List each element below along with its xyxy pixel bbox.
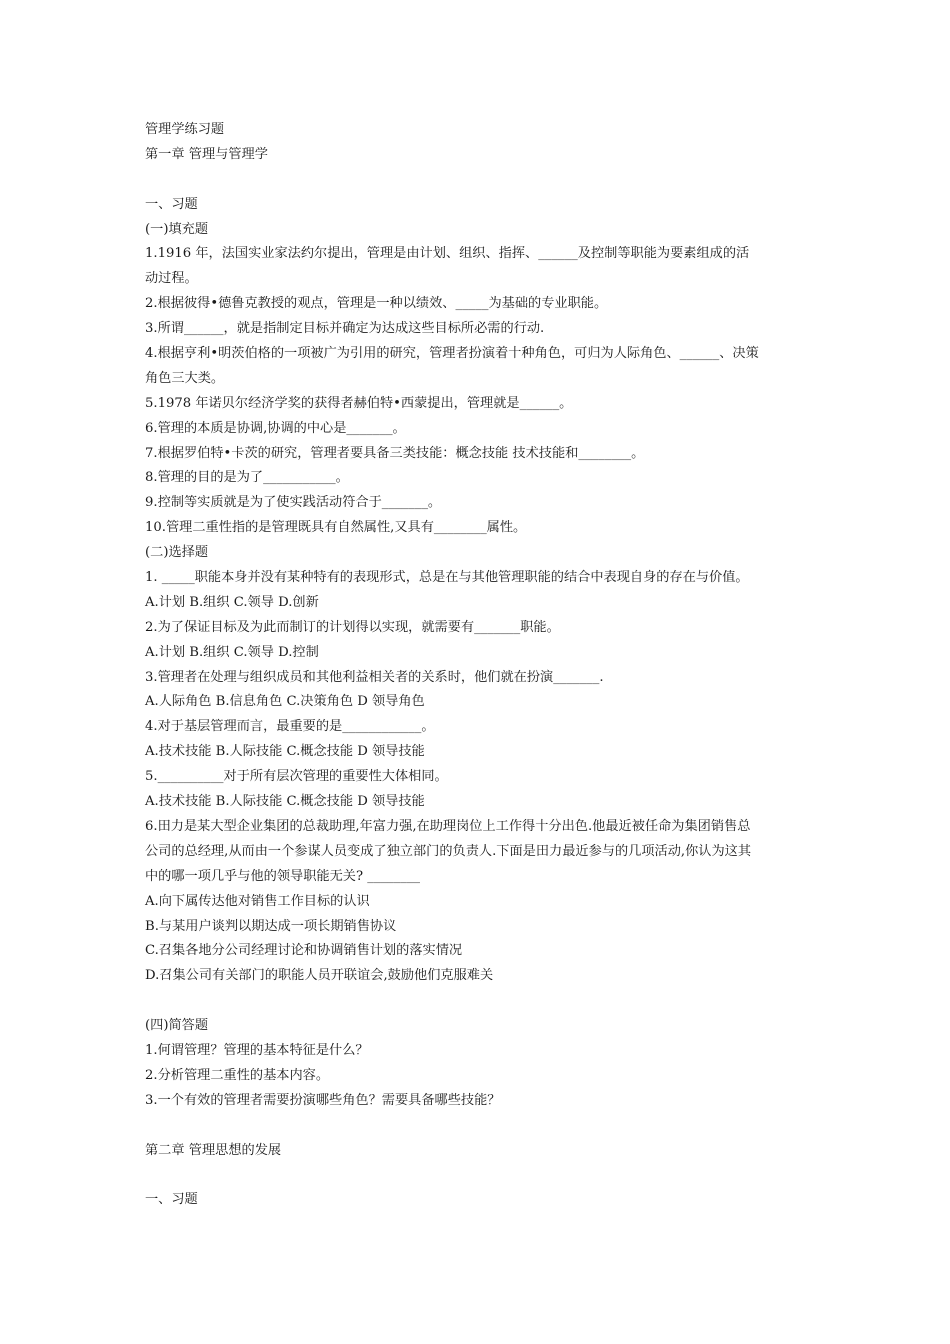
short-answer-heading: (四)简答题 — [145, 1018, 209, 1034]
spacer — [145, 1163, 810, 1188]
choice-question-line: 2.为了保证目标及为此而制订的计划得以实现，就需要有_______职能。 — [145, 619, 560, 635]
choice-options-line: A.人际角色 B.信息角色 C.决策角色 D 领导角色 — [145, 694, 425, 710]
spacer — [145, 1114, 810, 1139]
choice-question-line: 4.对于基层管理而言，最重要的是____________。 — [145, 719, 435, 735]
choice-question-line: 3.管理者在处理与组织成员和其他利益相关者的关系时，他们就在扮演_______. — [145, 669, 604, 685]
spacer — [145, 168, 810, 193]
fill-in-heading: (一)填充题 — [145, 221, 209, 237]
choice-options-line: A.计划 B.组织 C.领导 D.创新 — [145, 594, 319, 610]
fill-question-line: 8.管理的目的是为了___________。 — [145, 470, 349, 486]
fill-question-line: 2.根据彼得•德鲁克教授的观点，管理是一种以绩效、_____为基础的专业职能。 — [145, 296, 608, 312]
choice-options-line: A.技术技能 B.人际技能 C.概念技能 D 领导技能 — [145, 794, 425, 810]
choice-options-line: A.计划 B.组织 C.领导 D.控制 — [145, 644, 319, 660]
fill-question-line: 5.1978 年诺贝尔经济学奖的获得者赫伯特•西蒙提出，管理就是______。 — [145, 395, 573, 411]
spacer — [145, 989, 810, 1014]
chapter-2-section-heading: 一、习题 — [145, 1192, 198, 1208]
fill-question-line: 角色三大类。 — [145, 370, 225, 386]
choice-option-line: A.向下属传达他对销售工作目标的认识 — [145, 893, 370, 909]
chapter-2-heading: 第二章 管理思想的发展 — [145, 1142, 282, 1158]
chapter-1-heading: 第一章 管理与管理学 — [145, 146, 268, 162]
choice-question-line: 1. _____职能本身并没有某种特有的表现形式，总是在与其他管理职能的结合中表现自身的存在与价值。 — [145, 570, 749, 586]
choice-option-line: C.召集各地分公司经理讨论和协调销售计划的落实情况 — [145, 943, 463, 959]
fill-question-line: 动过程。 — [145, 271, 198, 287]
fill-question-line: 6.管理的本质是协调,协调的中心是_______。 — [145, 420, 406, 436]
short-answer-question: 1.何谓管理？管理的基本特征是什么？ — [145, 1042, 369, 1058]
document-title: 管理学练习题 — [145, 122, 225, 137]
fill-question-line: 7.根据罗伯特•卡茨的研究，管理者要具备三类技能：概念技能 技术技能和________。 — [145, 445, 645, 461]
fill-question-line: 3.所谓______，就是指制定目标并确定为达成这些目标所必需的行动. — [145, 321, 545, 337]
choice-question-line: 公司的总经理,从而由一个参谋人员变成了独立部门的负责人.下面是田力最近参与的几项活动,你认为这其 — [145, 843, 752, 859]
choice-option-line: B.与某用户谈判以期达成一项长期销售协议 — [145, 918, 397, 934]
fill-question-line: 4.根据亨利•明茨伯格的一项被广为引用的研究，管理者扮演着十种角色，可归为人际角色、______、决策 — [145, 346, 759, 362]
fill-question-line: 10.管理二重性指的是管理既具有自然属性,又具有________属性。 — [145, 520, 527, 536]
document-page — [145, 118, 810, 1213]
fill-question-line: 9.控制等实质就是为了使实践活动符合于_______。 — [145, 495, 442, 511]
fill-question-line: 1.1916 年，法国实业家法约尔提出，管理是由计划、组织、指挥、______及控制等职能为要素组成的活 — [145, 246, 750, 262]
short-answer-question: 3.一个有效的管理者需要扮演哪些角色？需要具备哪些技能？ — [145, 1092, 501, 1108]
choice-question-line: 6.田力是某大型企业集团的总裁助理,年富力强,在助理岗位上工作得十分出色.他最近被任命为集团销售总 — [145, 818, 751, 834]
choice-heading: (二)选择题 — [145, 545, 209, 561]
chapter-1-section-heading: 一、习题 — [145, 196, 198, 212]
choice-option-line: D.召集公司有关部门的职能人员开联谊会,鼓励他们克服难关 — [145, 968, 494, 984]
choice-question-line: 中的哪一项几乎与他的领导职能无关? ________ — [145, 868, 421, 884]
choice-options-line: A.技术技能 B.人际技能 C.概念技能 D 领导技能 — [145, 744, 425, 760]
choice-question-line: 5.__________对于所有层次管理的重要性大体相同。 — [145, 769, 448, 785]
short-answer-question: 2.分析管理二重性的基本内容。 — [145, 1067, 330, 1083]
